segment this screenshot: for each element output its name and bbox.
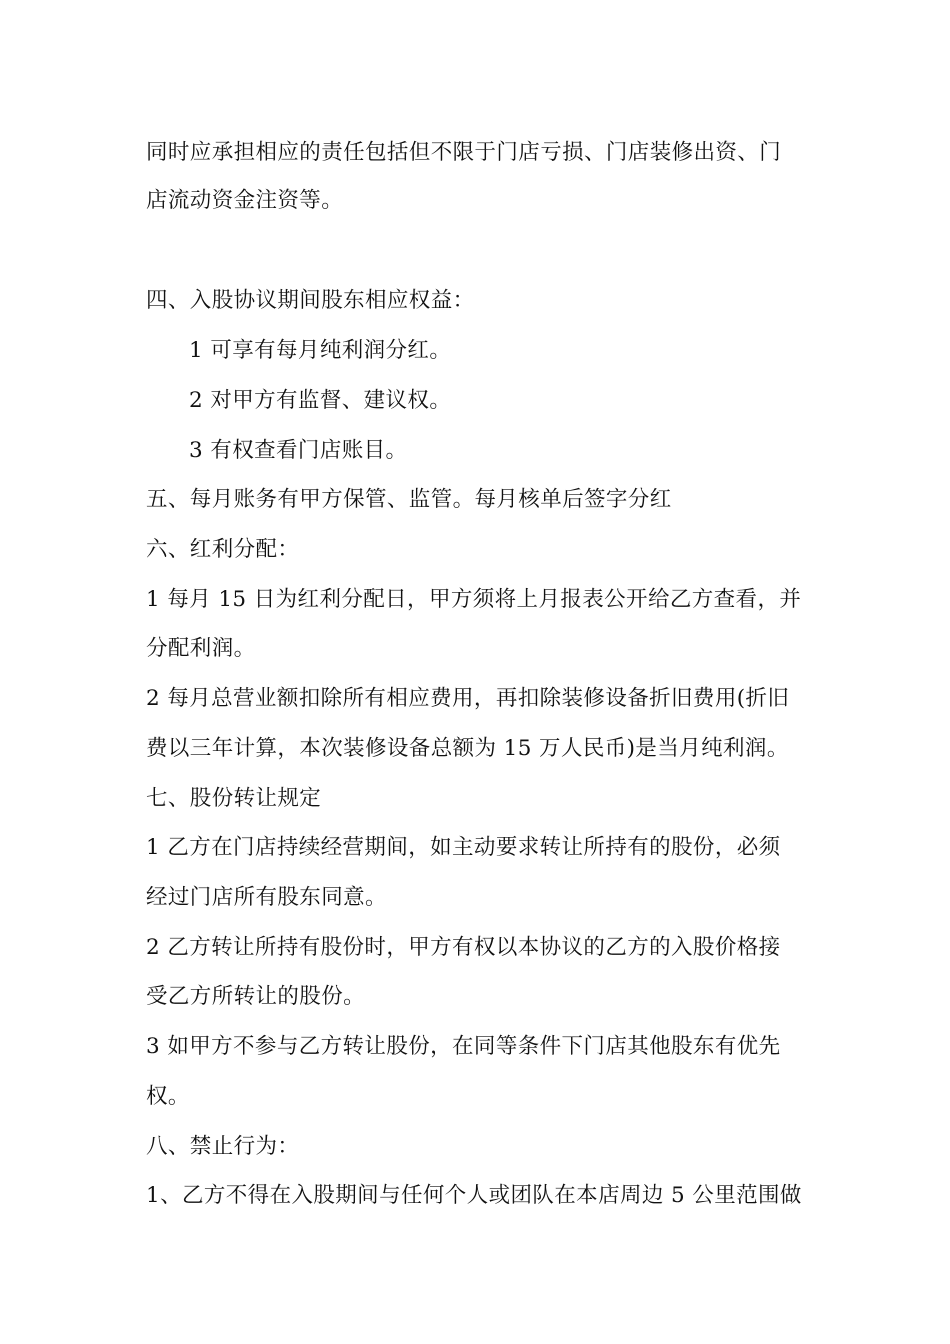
section-heading-4: 四、入股协议期间股东相应权益： bbox=[146, 288, 475, 313]
list-item: 1 可享有每月纯利润分红。 bbox=[189, 338, 452, 363]
paragraph-line: 受乙方所转让的股份。 bbox=[146, 984, 366, 1009]
paragraph-line: 费以三年计算，本次装修设备总额为 15 万人民币)是当月纯利润。 bbox=[146, 736, 789, 761]
list-item: 2 对甲方有监督、建议权。 bbox=[189, 388, 452, 413]
paragraph-line: 同时应承担相应的责任包括但不限于门店亏损、门店装修出资、门 bbox=[146, 140, 782, 165]
section-heading-6: 六、红利分配： bbox=[146, 537, 300, 562]
paragraph-line: 1 每月 15 日为红利分配日，甲方须将上月报表公开给乙方查看，并 bbox=[146, 587, 802, 612]
section-heading-8: 八、禁止行为： bbox=[146, 1134, 300, 1159]
section-heading-5: 五、每月账务有甲方保管、监管。每月核单后签字分红 bbox=[146, 487, 672, 512]
paragraph-line: 分配利润。 bbox=[146, 636, 256, 661]
paragraph-line: 店流动资金注资等。 bbox=[146, 188, 344, 213]
paragraph-line: 经过门店所有股东同意。 bbox=[146, 885, 387, 910]
paragraph-line: 权。 bbox=[146, 1084, 190, 1109]
paragraph-line: 1 乙方在门店持续经营期间，如主动要求转让所持有的股份，必须 bbox=[146, 835, 781, 860]
section-heading-7: 七、股份转让规定 bbox=[146, 786, 322, 811]
list-item: 3 有权查看门店账目。 bbox=[189, 438, 408, 463]
paragraph-line: 1、乙方不得在入股期间与任何个人或团队在本店周边 5 公里范围做 bbox=[146, 1183, 802, 1208]
paragraph-line: 2 每月总营业额扣除所有相应费用，再扣除装修设备折旧费用(折旧 bbox=[146, 686, 790, 711]
paragraph-line: 3 如甲方不参与乙方转让股份，在同等条件下门店其他股东有优先 bbox=[146, 1034, 781, 1059]
paragraph-line: 2 乙方转让所持有股份时，甲方有权以本协议的乙方的入股价格接 bbox=[146, 935, 781, 960]
